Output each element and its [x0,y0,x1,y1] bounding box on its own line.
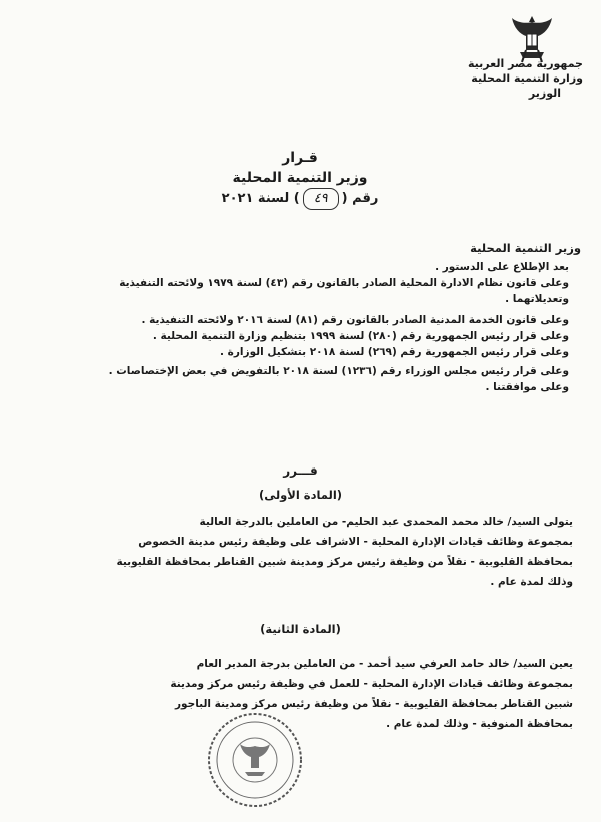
title-number [180,188,420,210]
preamble [14,240,581,395]
article-1-line: وذلك لمدة عام . [490,576,573,588]
article-1-body [40,512,573,592]
header-country: جمهورية مصر العربية [468,57,583,70]
article-2-line: شبين القناطر بمحافظة القليوبية - نقلاً من وظيفة رئيس مركز ومدينة الباجور [175,698,573,710]
official-seal-icon [205,710,305,810]
decree-word: قـــرر [283,464,318,478]
article-2-line: بمحافظة المنوفية - وذلك لمدة عام . [386,718,573,730]
article-2-line: بمجموعة وظائف قيادات الإدارة المحلية - للعمل في وظيفة رئيس مركز ومدينة [170,678,573,690]
preamble-line: وتعديلاتهما . [505,293,569,305]
ministry-header [423,56,583,101]
preamble-line: وعلى قانون نظام الادارة المحلية الصادر بالقانون رقم (٤٣) لسنة ١٩٧٩ ولائحته التنفيذية [119,277,569,289]
article-2-title: (المادة الثانية) [260,622,341,636]
decree-title [180,148,420,210]
preamble-heading: وزير التنمية المحلية [470,241,581,255]
title-decision: قـرار [282,150,318,166]
handwritten-number: ٤٩ [303,188,339,210]
number-suffix: ) لسنة ٢٠٢١ [221,191,300,206]
article-1-title: (المادة الأولى) [258,488,343,502]
preamble-line: وعلى قرار رئيس مجلس الوزراء رقم (١٢٣٦) لسنة ٢٠١٨ بالتفويض في بعض الإختصاصات . [108,365,569,377]
article-1-line: بمحافظة القليوبية - نقلاً من وظيفة رئيس مركز ومدينة شبين القناطر بمحافظة القليوبية [116,556,573,568]
article-2-line: يعين السيد/ خالد حامد العرفي سيد أحمد - من العاملين بدرجة المدير العام [196,658,573,670]
article-2-body [40,654,573,734]
article-1-line: بمجموعة وظائف قيادات الإدارة المحلية - الاشراف على وظيفة رئيس مدينة الخصوص [138,536,573,548]
preamble-line: وعلى قرار رئيس الجمهورية رقم (٢٦٩) لسنة ٢٠١٨ بتشكيل الوزارة . [220,346,569,358]
article-1-line: يتولى السيد/ خالد محمد المحمدى عبد الحليم- من العاملين بالدرجة العالية [199,516,573,528]
title-minister: وزير التنمية المحلية [232,170,368,186]
preamble-line: وعلى موافقتنا . [485,381,569,393]
header-minister: الوزير [528,87,561,100]
preamble-line: بعد الإطلاع على الدستور . [435,261,569,273]
preamble-line: وعلى قانون الخدمة المدنية الصادر بالقانون رقم (٨١) لسنة ٢٠١٦ ولائحته التنفيذية . [141,314,569,326]
header-ministry: وزارة التنمية المحلية [471,72,583,85]
preamble-line: وعلى قرار رئيس الجمهورية رقم (٢٨٠) لسنة ١٩٩٩ بتنظيم وزارة التنمية المحلية . [152,330,569,342]
number-prefix: رقم ( [341,191,379,206]
